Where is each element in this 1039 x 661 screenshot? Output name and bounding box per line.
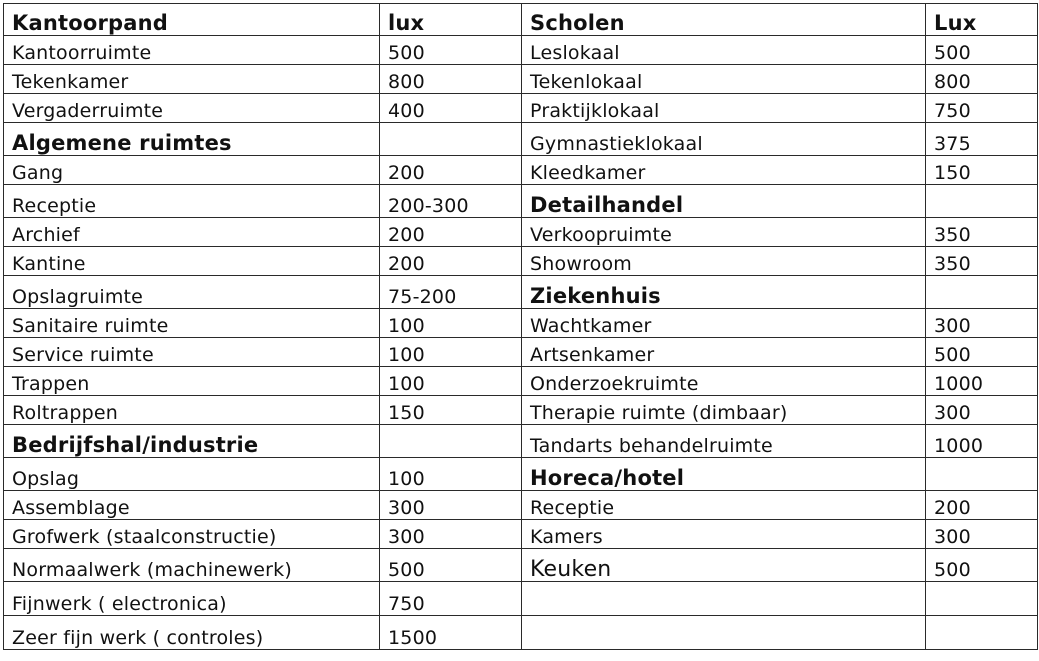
right-lux-value-cell: 375 (926, 123, 1038, 156)
table-row (4, 156, 1038, 185)
left-room-type-cell: Receptie (4, 185, 380, 218)
right-lux-value-cell (926, 582, 1038, 616)
left-lux-value-cell: 500 (380, 549, 522, 582)
right-room-type-cell: Verkoopruimte (522, 218, 926, 247)
right-room-type-cell: Receptie (522, 491, 926, 520)
left-lux-value-cell: 300 (380, 491, 522, 520)
table-row (4, 491, 1038, 520)
right-lux-value-cell: 500 (926, 549, 1038, 582)
left-room-type-cell: Vergaderruimte (4, 94, 380, 123)
left-room-type-cell: Archief (4, 218, 380, 247)
right-room-type-cell: Keuken (522, 549, 926, 582)
right-room-type-cell: Praktijklokaal (522, 94, 926, 123)
left-lux-value-cell: 750 (380, 582, 522, 616)
right-lux-header-cell: Lux (926, 4, 1038, 36)
right-lux-header-cell (926, 276, 1038, 309)
table-row (4, 616, 1038, 650)
left-room-type-cell: Zeer fijn werk ( controles) (4, 616, 380, 650)
right-room-type-cell (522, 616, 926, 650)
right-room-type-cell: Showroom (522, 247, 926, 276)
left-room-type-cell: Grofwerk (staalconstructie) (4, 520, 380, 549)
right-lux-value-cell: 500 (926, 36, 1038, 65)
right-lux-value-cell: 350 (926, 218, 1038, 247)
right-room-type-cell: Tekenlokaal (522, 65, 926, 94)
table-row (4, 276, 1038, 309)
left-lux-value-cell: 100 (380, 309, 522, 338)
right-lux-value-cell: 300 (926, 309, 1038, 338)
left-lux-value-cell: 200 (380, 218, 522, 247)
left-lux-header-cell (380, 425, 522, 458)
left-lux-value-cell: 200 (380, 156, 522, 185)
left-room-type-cell: Service ruimte (4, 338, 380, 367)
right-lux-value-cell: 750 (926, 94, 1038, 123)
left-lux-header-cell: lux (380, 4, 522, 36)
right-lux-value-cell: 1000 (926, 425, 1038, 458)
table-row (4, 247, 1038, 276)
table-row (4, 425, 1038, 458)
left-room-type-cell: Gang (4, 156, 380, 185)
right-lux-header-cell (926, 185, 1038, 218)
left-lux-header-cell (380, 123, 522, 156)
right-room-type-cell: Wachtkamer (522, 309, 926, 338)
table-row (4, 458, 1038, 491)
left-lux-value-cell: 1500 (380, 616, 522, 650)
right-lux-value-cell: 1000 (926, 367, 1038, 396)
left-room-type-cell: Trappen (4, 367, 380, 396)
table-row (4, 549, 1038, 582)
right-lux-value-cell: 150 (926, 156, 1038, 185)
left-lux-value-cell: 300 (380, 520, 522, 549)
left-lux-value-cell: 100 (380, 458, 522, 491)
left-section-heading: Algemene ruimtes (4, 123, 380, 156)
left-lux-value-cell: 100 (380, 367, 522, 396)
left-room-type-cell: Sanitaire ruimte (4, 309, 380, 338)
left-lux-value-cell: 75-200 (380, 276, 522, 309)
right-section-heading: Ziekenhuis (522, 276, 926, 309)
right-lux-value-cell: 350 (926, 247, 1038, 276)
lux-table-body (4, 4, 1038, 650)
right-section-heading: Scholen (522, 4, 926, 36)
right-lux-value-cell: 800 (926, 65, 1038, 94)
left-room-type-cell: Tekenkamer (4, 65, 380, 94)
lux-table (3, 3, 1038, 650)
table-row (4, 218, 1038, 247)
left-room-type-cell: Normaalwerk (machinewerk) (4, 549, 380, 582)
table-row (4, 65, 1038, 94)
table-row (4, 4, 1038, 36)
left-lux-value-cell: 800 (380, 65, 522, 94)
table-row (4, 185, 1038, 218)
right-room-type-cell: Leslokaal (522, 36, 926, 65)
right-room-type-cell: Tandarts behandelruimte (522, 425, 926, 458)
left-lux-value-cell: 400 (380, 94, 522, 123)
right-room-type-cell: Artsenkamer (522, 338, 926, 367)
left-room-type-cell: Assemblage (4, 491, 380, 520)
left-lux-value-cell: 500 (380, 36, 522, 65)
right-section-heading: Detailhandel (522, 185, 926, 218)
right-room-type-cell: Gymnastieklokaal (522, 123, 926, 156)
right-lux-value-cell (926, 616, 1038, 650)
right-lux-value-cell: 300 (926, 520, 1038, 549)
table-row (4, 338, 1038, 367)
table-row (4, 123, 1038, 156)
table-row (4, 396, 1038, 425)
left-section-heading: Kantoorpand (4, 4, 380, 36)
left-room-type-cell: Roltrappen (4, 396, 380, 425)
table-row (4, 520, 1038, 549)
right-room-type-cell: Kleedkamer (522, 156, 926, 185)
right-room-type-cell (522, 582, 926, 616)
left-lux-value-cell: 200 (380, 247, 522, 276)
right-section-heading: Horeca/hotel (522, 458, 926, 491)
left-room-type-cell: Kantine (4, 247, 380, 276)
left-room-type-cell: Opslag (4, 458, 380, 491)
table-row (4, 36, 1038, 65)
right-room-type-cell: Onderzoekruimte (522, 367, 926, 396)
table-row (4, 94, 1038, 123)
right-lux-header-cell (926, 458, 1038, 491)
left-lux-value-cell: 150 (380, 396, 522, 425)
table-row (4, 309, 1038, 338)
left-room-type-cell: Kantoorruimte (4, 36, 380, 65)
left-lux-value-cell: 100 (380, 338, 522, 367)
right-lux-value-cell: 500 (926, 338, 1038, 367)
right-lux-value-cell: 200 (926, 491, 1038, 520)
table-row (4, 367, 1038, 396)
left-room-type-cell: Fijnwerk ( electronica) (4, 582, 380, 616)
right-lux-value-cell: 300 (926, 396, 1038, 425)
right-room-type-cell: Therapie ruimte (dimbaar) (522, 396, 926, 425)
left-section-heading: Bedrijfshal/industrie (4, 425, 380, 458)
left-room-type-cell: Opslagruimte (4, 276, 380, 309)
left-lux-value-cell: 200-300 (380, 185, 522, 218)
table-row (4, 582, 1038, 616)
right-room-type-cell: Kamers (522, 520, 926, 549)
